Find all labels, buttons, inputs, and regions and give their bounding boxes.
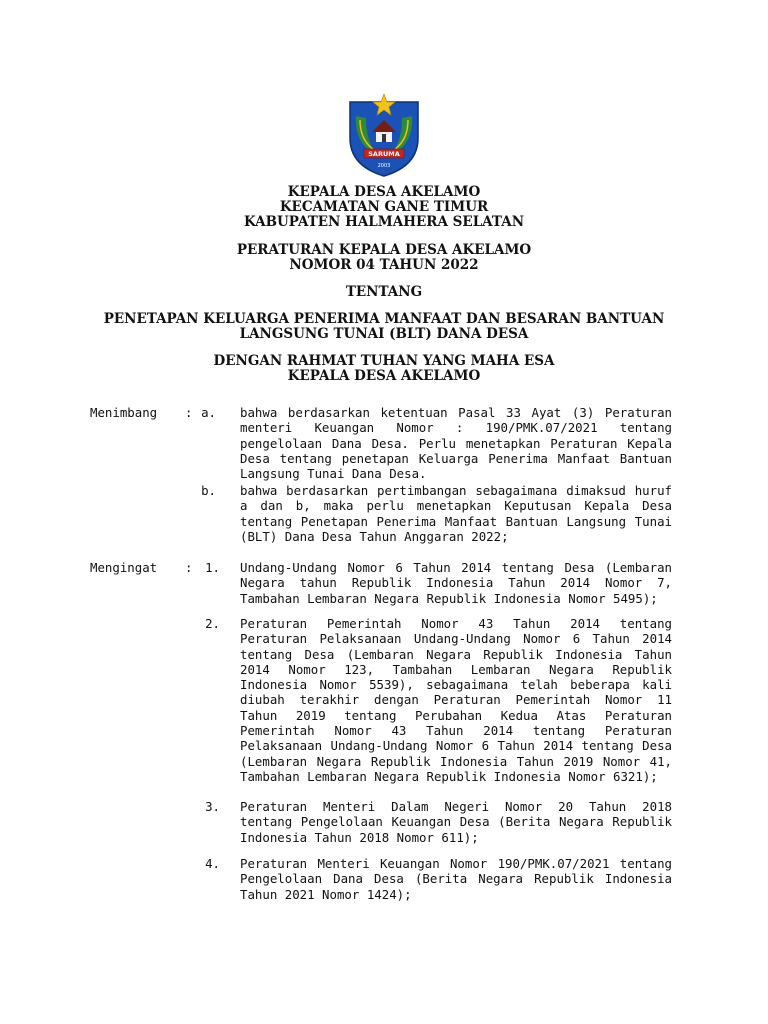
header-line-1: KEPALA DESA AKELAMO bbox=[287, 184, 481, 200]
mengingat-marker-3: 3. bbox=[205, 799, 220, 814]
village-emblem-logo bbox=[340, 92, 428, 180]
about-heading: TENTANG bbox=[345, 284, 423, 300]
regulation-title: PERATURAN KEPALA DESA AKELAMO bbox=[236, 242, 532, 258]
mengingat-colon: : bbox=[185, 560, 193, 575]
menimbang-colon: : bbox=[185, 405, 193, 420]
emblem-banner-text: SARUMA bbox=[368, 150, 400, 158]
preamble-line-2: KEPALA DESA AKELAMO bbox=[287, 368, 481, 384]
emblem-year-text: 2003 bbox=[377, 163, 391, 169]
mengingat-item-3: Peraturan Menteri Dalam Negeri Nomor 20 Tahun 2018 tentang Pengelolaan Keuangan Desa (Berita Negara Republik Indonesia Tahun 2018 Nomor 611); bbox=[240, 799, 672, 845]
menimbang-marker-b: b. bbox=[201, 483, 216, 498]
subject-line-1: PENETAPAN KELUARGA PENERIMA MANFAAT DAN BESARAN BANTUAN bbox=[103, 311, 665, 327]
mengingat-marker-4: 4. bbox=[205, 856, 220, 871]
mengingat-item-2: Peraturan Pemerintah Nomor 43 Tahun 2014 tentang Peraturan Pelaksanaan Undang-Undang Nomor 6 Tahun 2014 tentang Desa (Lembaran Negara Republik Indonesia Tahun 2014 Nomor 123, Tambahan Lembaran Negara Republik Indonesia Nomor 5539), sebagaimana telah beberapa kali diubah terakhir dengan Peraturan Pemerintah Nomor 11 Tahun 2019 tentang Perubahan Kedua Atas Peraturan Pemerintah Nomor 43 Tahun 2014 tentang Peraturan Pelaksanaan Undang-Undang Nomor 6 Tahun 2014 tentang Desa (Lembaran Negara Republik Indonesia Tahun 2019 Nomor 41, Tambahan Lembaran Negara Republik Indonesia Nomor 6321); bbox=[240, 616, 672, 784]
menimbang-item-b: bahwa berdasarkan pertimbangan sebagaimana dimaksud huruf a dan b, maka perlu menetapkan Keputusan Kepala Desa tentang Penetapan Penerima Manfaat Bantuan Langsung Tunai (BLT) Dana Desa Tahun Anggaran 2022; bbox=[240, 483, 672, 544]
mengingat-marker-2: 2. bbox=[205, 616, 220, 631]
mengingat-marker-1: 1. bbox=[205, 560, 220, 575]
mengingat-item-4: Peraturan Menteri Keuangan Nomor 190/PMK.07/2021 tentang Pengelolaan Dana Desa (Berita Negara Republik Indonesia Tahun 2021 Nomor 1424); bbox=[240, 856, 672, 902]
menimbang-item-a: bahwa berdasarkan ketentuan Pasal 33 Ayat (3) Peraturan menteri Keuangan Nomor : 190/PMK.07/2021 tentang pengelolaan Dana Desa. Perlu menetapkan Peraturan Kepala Desa tentang penetapan Keluarga Penerima Manfaat Bantuan Langsung Tunai Dana Desa. bbox=[240, 405, 672, 482]
mengingat-label: Mengingat bbox=[90, 560, 158, 575]
header-line-2: KECAMATAN GANE TIMUR bbox=[279, 199, 489, 215]
preamble-block bbox=[0, 354, 768, 384]
menimbang-label: Menimbang bbox=[90, 405, 158, 420]
mengingat-item-1: Undang-Undang Nomor 6 Tahun 2014 tentang Desa (Lembaran Negara tahun Republik Indonesia Tahun 2014 Nomor 7, Tambahan Lembaran Negara Republik Indonesia Nomor 5495); bbox=[240, 560, 672, 606]
document-header bbox=[0, 185, 768, 230]
emblem-graphic bbox=[340, 92, 428, 180]
subject-line-2: LANGSUNG TUNAI (BLT) DANA DESA bbox=[239, 326, 529, 342]
header-line-3: KABUPATEN HALMAHERA SELATAN bbox=[243, 214, 525, 230]
regulation-title-block bbox=[0, 243, 768, 273]
about-heading-block bbox=[0, 285, 768, 300]
menimbang-marker-a: a. bbox=[201, 405, 216, 420]
regulation-number: NOMOR 04 TAHUN 2022 bbox=[289, 257, 479, 273]
preamble-line-1: DENGAN RAHMAT TUHAN YANG MAHA ESA bbox=[213, 353, 555, 369]
subject-block bbox=[0, 312, 768, 342]
